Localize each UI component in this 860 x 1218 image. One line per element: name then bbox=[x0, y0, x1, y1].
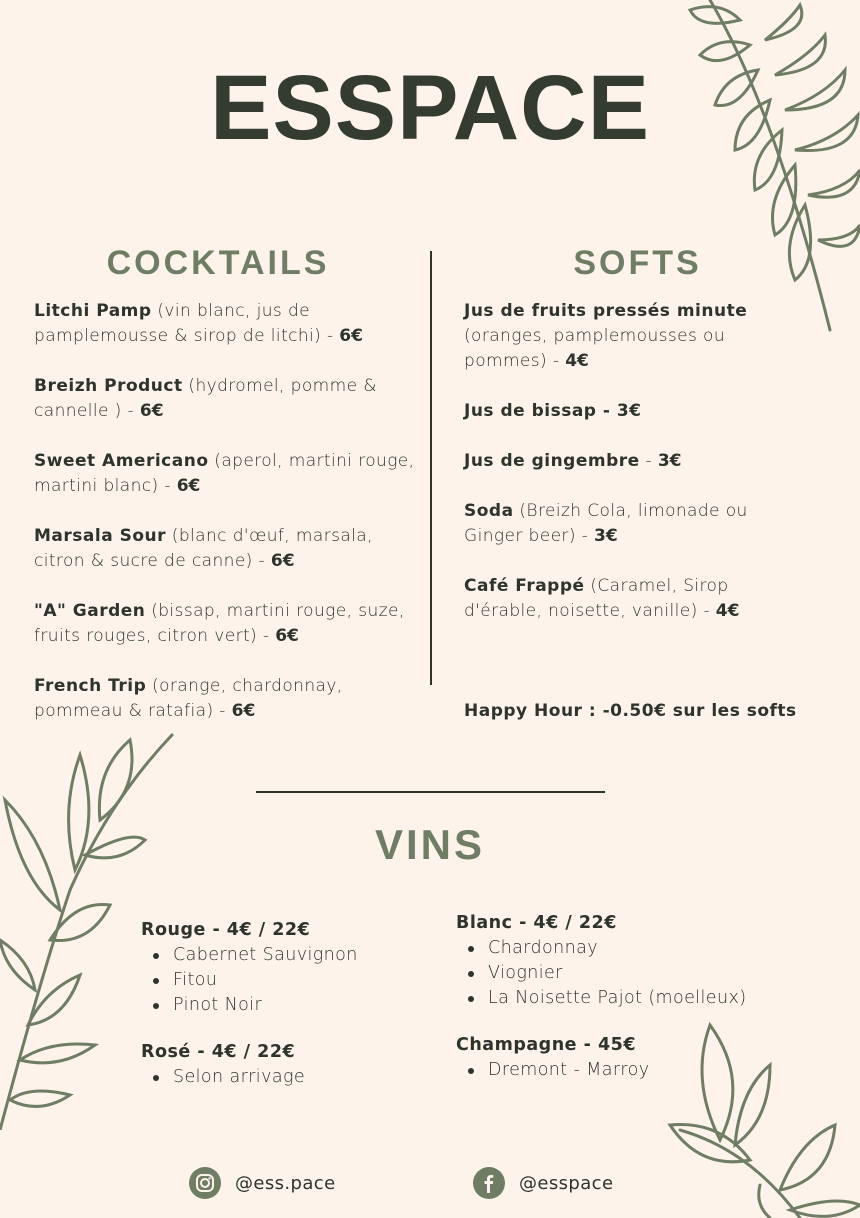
item-desc: (aperol, martini rouge, martini blanc) - bbox=[34, 451, 415, 496]
column-divider bbox=[430, 251, 432, 685]
item-desc: (orange, chardonnay, pommeau & ratafia) - bbox=[34, 676, 343, 721]
item-price: 6€ bbox=[270, 551, 295, 571]
list-item bbox=[464, 399, 794, 424]
softs-heading: SOFTS bbox=[573, 244, 702, 282]
item-price: 6€ bbox=[231, 701, 256, 721]
item-price: 6€ bbox=[275, 626, 299, 646]
item-name: Marsala Sour bbox=[34, 526, 166, 546]
list-item bbox=[464, 574, 794, 624]
list-item bbox=[464, 299, 794, 374]
item-desc: - bbox=[639, 451, 658, 471]
list-item bbox=[34, 524, 419, 574]
list-item bbox=[464, 499, 794, 549]
list-item: Selon arrivage bbox=[141, 1065, 431, 1090]
item-price: 3€ bbox=[594, 526, 618, 546]
facebook-link[interactable] bbox=[473, 1167, 613, 1199]
list-item bbox=[34, 299, 419, 349]
vins-heading: VINS bbox=[374, 821, 486, 868]
item-name: Breizh Product bbox=[34, 376, 183, 396]
item-desc: (vin blanc, jus de pamplemousse & sirop de litchi) - bbox=[34, 301, 340, 346]
facebook-handle: @esspace bbox=[519, 1172, 614, 1194]
item-desc: (hydromel, pomme & cannelle ) - bbox=[34, 376, 377, 421]
item-name: Café Frappé bbox=[464, 576, 585, 596]
instagram-link[interactable] bbox=[189, 1167, 336, 1199]
item-desc: (blanc d'œuf, marsala, citron & sucre de canne) - bbox=[34, 526, 373, 571]
section-divider bbox=[256, 791, 605, 793]
item-price: 3€ bbox=[657, 451, 682, 471]
list-item bbox=[34, 449, 419, 499]
facebook-icon bbox=[473, 1167, 505, 1199]
list-item bbox=[34, 674, 419, 724]
cocktails-heading: COCKTAILS bbox=[106, 244, 330, 282]
wine-group-rouge: Rouge - 4€ / 22€ bbox=[141, 920, 311, 940]
wine-group-rose: Rosé - 4€ / 22€ bbox=[141, 1042, 296, 1062]
item-price: 4€ bbox=[715, 601, 740, 621]
item-price: 4€ bbox=[565, 351, 589, 371]
happy-hour-note: Happy Hour : -0.50€ sur les softs bbox=[464, 701, 797, 721]
list-item: Dremont - Marroy bbox=[456, 1058, 796, 1083]
cocktails-list bbox=[34, 299, 419, 749]
item-desc: (oranges, pamplemousses ou pommes) - bbox=[464, 326, 726, 371]
instagram-icon bbox=[189, 1167, 221, 1199]
wine-list-rose bbox=[141, 1065, 431, 1090]
list-item: Viognier bbox=[456, 961, 796, 986]
list-item bbox=[34, 374, 419, 424]
softs-list bbox=[464, 299, 794, 649]
item-name: Jus de bissap - 3€ bbox=[464, 401, 642, 421]
item-desc: (Caramel, Sirop d'érable, noisette, vanille) - bbox=[464, 576, 729, 621]
list-item: Fitou bbox=[141, 968, 431, 993]
wine-list-blanc bbox=[456, 936, 796, 1011]
instagram-handle: @ess.pace bbox=[235, 1172, 336, 1194]
wine-list-champagne bbox=[456, 1058, 796, 1083]
wine-column-left bbox=[141, 918, 431, 1112]
list-item: Cabernet Sauvignon bbox=[141, 943, 431, 968]
item-name: Soda bbox=[464, 501, 514, 521]
item-price: 6€ bbox=[339, 326, 363, 346]
item-name: Jus de fruits pressés minute bbox=[464, 301, 748, 321]
page-title: ESSPACE bbox=[210, 57, 650, 159]
item-name: Litchi Pamp bbox=[34, 301, 152, 321]
item-name: "A" Garden bbox=[34, 601, 146, 621]
wine-column-right bbox=[456, 911, 796, 1105]
item-desc: (Breizh Cola, limonade ou Ginger beer) - bbox=[464, 501, 748, 546]
item-name: French Trip bbox=[34, 676, 147, 696]
wine-list-rouge bbox=[141, 943, 431, 1018]
list-item: La Noisette Pajot (moelleux) bbox=[456, 986, 796, 1011]
item-name: Jus de gingembre bbox=[464, 451, 640, 471]
wine-group-champagne: Champagne - 45€ bbox=[456, 1035, 637, 1055]
leaf-branch-top-right-icon bbox=[680, 0, 860, 350]
list-item bbox=[34, 599, 419, 649]
list-item: Chardonnay bbox=[456, 936, 796, 961]
item-desc: (bissap, martini rouge, suze, fruits rouges, citron vert) - bbox=[34, 601, 405, 646]
item-name: Sweet Americano bbox=[34, 451, 209, 471]
wine-group-blanc: Blanc - 4€ / 22€ bbox=[456, 913, 617, 933]
list-item bbox=[464, 449, 794, 474]
item-price: 6€ bbox=[176, 476, 201, 496]
list-item: Pinot Noir bbox=[141, 993, 431, 1018]
item-price: 6€ bbox=[139, 401, 164, 421]
